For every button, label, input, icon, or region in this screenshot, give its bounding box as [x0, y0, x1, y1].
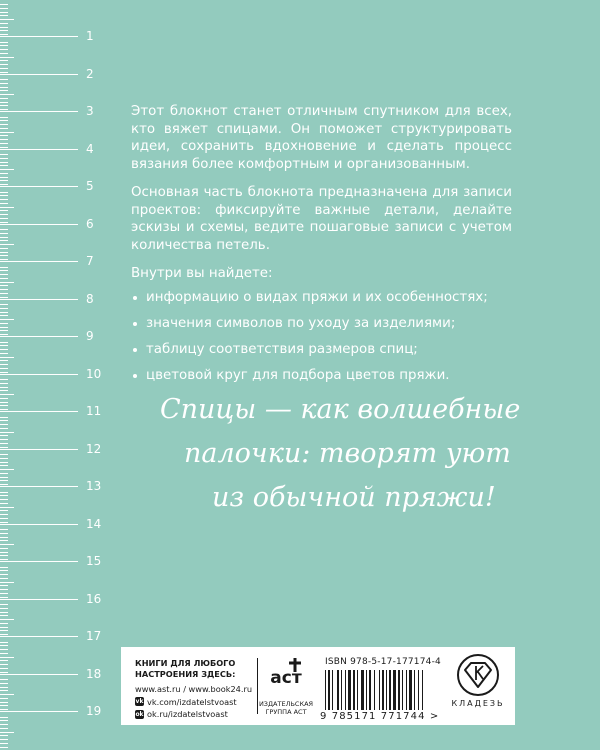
ruler-minor-tick [0, 593, 8, 594]
ruler-minor-tick [0, 177, 8, 178]
ruler-minor-tick [0, 229, 8, 230]
ruler-minor-tick [0, 383, 8, 384]
ruler-major-tick [0, 224, 78, 225]
ruler-minor-tick [0, 94, 14, 95]
ruler-minor-tick [0, 199, 8, 200]
barcode-bar [409, 670, 412, 710]
ruler-minor-tick [0, 218, 8, 219]
ruler-minor-tick [0, 567, 8, 568]
ruler-major-tick [0, 561, 78, 562]
ruler-minor-tick [0, 492, 8, 493]
ruler-minor-tick [0, 664, 8, 665]
inside-heading: Внутри вы найдете: [131, 266, 273, 281]
ast-logo [257, 656, 315, 716]
barcode-bar [418, 670, 419, 710]
ruler-minor-tick [0, 60, 8, 61]
ruler-minor-tick [0, 34, 8, 35]
ruler-minor-tick [0, 428, 8, 429]
ruler-number: 12 [86, 441, 102, 456]
ruler-major-tick [0, 299, 78, 300]
ruler-minor-tick [0, 604, 8, 605]
ruler-minor-tick [0, 717, 8, 718]
ruler-minor-tick [0, 578, 8, 579]
ruler-minor-tick [0, 98, 8, 99]
ruler-minor-tick [0, 349, 8, 350]
ruler-minor-tick [0, 612, 8, 613]
ruler-number: 1 [86, 29, 94, 43]
ruler-minor-tick [0, 514, 8, 515]
ruler-major-tick [0, 374, 78, 375]
ruler-minor-tick [0, 117, 8, 118]
ruler-number: 19 [86, 704, 102, 718]
ruler-minor-tick [0, 53, 8, 54]
ruler-minor-tick [0, 8, 8, 9]
ruler-minor-tick [0, 27, 8, 28]
barcode-bar [345, 670, 346, 710]
barcode-bar [328, 670, 330, 710]
list-item [131, 367, 512, 385]
intro-paragraph: Этот блокнот станет отличным спутником для всех, кто вяжет спицами. Он поможет структурировать идеи, сохранить вдохновение и сделать процесс вязания более комфортным и организованным. [131, 104, 512, 172]
ruler-major-tick [0, 524, 78, 525]
ruler-minor-tick [0, 507, 14, 508]
publisher-footer [121, 647, 515, 725]
ruler-minor-tick [0, 668, 8, 669]
ruler-major-tick [0, 411, 78, 412]
ruler-minor-tick [0, 499, 8, 500]
ruler-minor-tick [0, 42, 8, 43]
ruler-minor-tick [0, 124, 8, 125]
ruler-minor-tick [0, 135, 8, 136]
ruler-minor-tick [0, 222, 8, 223]
ruler-minor-tick [0, 458, 8, 459]
barcode-bar [422, 670, 423, 710]
barcode-bar [361, 670, 364, 710]
ruler-minor-tick [0, 180, 8, 181]
ruler-minor-tick [0, 252, 8, 253]
barcode-bar [393, 670, 396, 710]
ruler-number: 18 [86, 666, 102, 681]
ruler-minor-tick [0, 64, 8, 65]
ruler-minor-tick [0, 739, 8, 740]
ruler-number: 5 [86, 179, 94, 193]
ast-cross-icon [287, 658, 303, 672]
ruler-minor-tick [0, 353, 8, 354]
ruler-minor-tick [0, 68, 8, 69]
ruler-minor-tick [0, 360, 8, 361]
ruler-minor-tick [0, 139, 8, 140]
ruler-minor-tick [0, 23, 8, 24]
ruler-minor-tick [0, 132, 14, 133]
ruler-minor-tick [0, 548, 8, 549]
list-item-text: значения символов по уходу за изделиями; [146, 315, 456, 331]
purpose-paragraph: Основная часть блокнота предназначена для записи проектов: фиксируйте важные детали, делайте эскизы и схемы, ведите пошаговые записи с учетом количества петель. [131, 185, 512, 253]
ruler-minor-tick [0, 405, 8, 406]
ruler-minor-tick [0, 207, 14, 208]
ruler-minor-tick [0, 672, 8, 673]
ruler-minor-tick [0, 555, 8, 556]
ruler-minor-tick [0, 615, 8, 616]
ruler [0, 0, 100, 750]
ruler-minor-tick [0, 544, 14, 545]
ruler-minor-tick [0, 653, 8, 654]
ruler-minor-tick [0, 480, 8, 481]
ruler-minor-tick [0, 334, 8, 335]
ruler-minor-tick [0, 304, 8, 305]
ruler-minor-tick [0, 402, 8, 403]
ruler-minor-tick [0, 720, 8, 721]
ruler-minor-tick [0, 709, 8, 710]
ruler-minor-tick [0, 462, 8, 463]
ruler-minor-tick [0, 465, 8, 466]
ruler-major-tick [0, 449, 78, 450]
ruler-minor-tick [0, 634, 8, 635]
ruler-minor-tick [0, 102, 8, 103]
ruler-minor-tick [0, 608, 8, 609]
barcode-bar [353, 670, 355, 710]
ruler-minor-tick [0, 255, 8, 256]
ruler-minor-tick [0, 623, 8, 624]
ruler-minor-tick [0, 732, 14, 733]
ruler-minor-tick [0, 420, 8, 421]
isbn-label: ISBN 978-5-17-177174-4 [325, 657, 441, 667]
ruler-minor-tick [0, 439, 8, 440]
ruler-minor-tick [0, 248, 8, 249]
ruler-minor-tick [0, 289, 8, 290]
ruler-major-tick [0, 261, 78, 262]
vk-link-text: vk.com/izdatelstvoast [147, 696, 237, 707]
ruler-number: 10 [86, 366, 102, 381]
ruler-minor-tick [0, 559, 8, 560]
ruler-minor-tick [0, 473, 8, 474]
ruler-minor-tick [0, 469, 14, 470]
ruler-minor-tick [0, 259, 8, 260]
ruler-minor-tick [0, 477, 8, 478]
ruler-minor-tick [0, 574, 8, 575]
ruler-minor-tick [0, 390, 8, 391]
barcode-bar [386, 670, 387, 710]
ruler-minor-tick [0, 642, 8, 643]
ruler-minor-tick [0, 694, 14, 695]
ruler-minor-tick [0, 484, 8, 485]
ruler-minor-tick [0, 454, 8, 455]
ruler-minor-tick [0, 342, 8, 343]
ruler-major-tick [0, 149, 78, 150]
ruler-number: 13 [86, 479, 102, 493]
ruler-minor-tick [0, 274, 8, 275]
ruler-number: 3 [86, 104, 94, 118]
ruler-major-tick [0, 74, 78, 75]
ast-caption: ИЗДАТЕЛЬСКАЯ [258, 700, 314, 708]
ruler-minor-tick [0, 12, 8, 13]
ruler-minor-tick [0, 169, 14, 170]
ruler-minor-tick [0, 705, 8, 706]
books-info [135, 658, 252, 720]
ruler-minor-tick [0, 368, 8, 369]
ruler-number: 2 [86, 66, 94, 81]
ruler-minor-tick [0, 443, 8, 444]
ruler-minor-tick [0, 173, 8, 174]
ruler-minor-tick [0, 649, 8, 650]
ruler-minor-tick [0, 158, 8, 159]
barcode-bar [341, 670, 342, 710]
ruler-minor-tick [0, 323, 8, 324]
ruler-minor-tick [0, 510, 8, 511]
ast-caption: ГРУППА АСТ [265, 708, 307, 716]
ruler-minor-tick [0, 724, 8, 725]
ruler-minor-tick [0, 315, 8, 316]
ruler-minor-tick [0, 537, 8, 538]
ruler-minor-tick [0, 698, 8, 699]
ruler-minor-tick [0, 735, 8, 736]
ruler-minor-tick [0, 282, 14, 283]
publisher-name: КЛАДЕЗЬ [451, 699, 505, 708]
ruler-minor-tick [0, 15, 8, 16]
ruler-number: 14 [86, 516, 102, 531]
ruler-minor-tick [0, 83, 8, 84]
kladez-logo [441, 652, 515, 708]
ruler-minor-tick [0, 162, 8, 163]
barcode-bar [366, 670, 367, 710]
ruler-number: 9 [86, 329, 94, 343]
list-item-text: информацию о видах пряжи и их особенностях; [146, 289, 488, 305]
ruler-minor-tick [0, 619, 14, 620]
vk-icon: vk [135, 698, 144, 706]
ruler-minor-tick [0, 90, 8, 91]
ruler-minor-tick [0, 293, 8, 294]
ruler-major-tick [0, 36, 78, 37]
ruler-minor-tick [0, 582, 14, 583]
ruler-major-tick [0, 111, 78, 112]
ruler-minor-tick [0, 589, 8, 590]
ruler-minor-tick [0, 267, 8, 268]
list-item [131, 315, 512, 333]
ruler-number: 8 [86, 291, 94, 306]
books-header: НАСТРОЕНИЯ ЗДЕСЬ: [135, 668, 236, 679]
description-block [131, 103, 512, 393]
list-item-text: таблицу соответствия размеров спиц; [146, 341, 418, 357]
ruler-minor-tick [0, 195, 8, 196]
ruler-minor-tick [0, 57, 14, 58]
ruler-major-tick [0, 599, 78, 600]
ruler-minor-tick [0, 327, 8, 328]
ruler-minor-tick [0, 165, 8, 166]
ast-mark: аст [270, 668, 302, 688]
ruler-minor-tick [0, 143, 8, 144]
ruler-minor-tick [0, 552, 8, 553]
ruler-minor-tick [0, 435, 8, 436]
ruler-minor-tick [0, 657, 14, 658]
list-item-text: цветовой круг для подбора цветов пряжи. [146, 367, 450, 383]
website-links[interactable]: www.ast.ru / www.book24.ru [135, 684, 253, 694]
barcode-bar [357, 670, 358, 710]
ruler-minor-tick [0, 19, 14, 20]
ruler-minor-tick [0, 372, 8, 373]
barcode-bar [389, 670, 391, 710]
ruler-minor-tick [0, 645, 8, 646]
barcode-bar [382, 670, 384, 710]
barcode-bar [332, 670, 333, 710]
barcode-digits: 9 785171 771744 > [320, 711, 440, 722]
ruler-minor-tick [0, 447, 8, 448]
ruler-number: 6 [86, 216, 94, 231]
ruler-minor-tick [0, 184, 8, 185]
list-item [131, 289, 512, 307]
contents-list [131, 289, 512, 385]
barcode-bar [406, 670, 407, 710]
ruler-minor-tick [0, 585, 8, 586]
ruler-minor-tick [0, 518, 8, 519]
ruler-minor-tick [0, 398, 8, 399]
ruler-minor-tick [0, 72, 8, 73]
ruler-minor-tick [0, 495, 8, 496]
ruler-minor-tick [0, 330, 8, 331]
ruler-minor-tick [0, 308, 8, 309]
ruler-minor-tick [0, 105, 8, 106]
list-item [131, 341, 512, 359]
ruler-minor-tick [0, 660, 8, 661]
ruler-minor-tick [0, 45, 8, 46]
ruler-minor-tick [0, 233, 8, 234]
ruler-number: 4 [86, 141, 94, 156]
barcode-bar [348, 670, 351, 710]
barcode-bar [402, 670, 403, 710]
ruler-minor-tick [0, 743, 8, 744]
ruler-minor-tick [0, 597, 8, 598]
ruler-minor-tick [0, 109, 8, 110]
ruler-minor-tick [0, 627, 8, 628]
ruler-minor-tick [0, 154, 8, 155]
ruler-minor-tick [0, 379, 8, 380]
ruler-minor-tick [0, 30, 8, 31]
ruler-minor-tick [0, 683, 8, 684]
ok-icon: ok [135, 710, 144, 718]
barcode-bar [414, 670, 415, 710]
ruler-minor-tick [0, 690, 8, 691]
handwritten-quote [160, 388, 521, 520]
ruler-minor-tick [0, 49, 8, 50]
ruler-minor-tick [0, 364, 8, 365]
ruler-minor-tick [0, 387, 8, 388]
ruler-minor-tick [0, 540, 8, 541]
ruler-minor-tick [0, 533, 8, 534]
ruler-minor-tick [0, 529, 8, 530]
ruler-minor-tick [0, 424, 8, 425]
ruler-minor-tick [0, 357, 14, 358]
ruler-number: 17 [86, 629, 102, 643]
ruler-minor-tick [0, 214, 8, 215]
ruler-major-tick [0, 674, 78, 675]
ruler-minor-tick [0, 237, 8, 238]
ruler-minor-tick [0, 432, 14, 433]
ruler-minor-tick [0, 120, 8, 121]
ruler-minor-tick [0, 417, 8, 418]
quote-line: из обычной пряжи! [212, 482, 496, 513]
ruler-minor-tick [0, 702, 8, 703]
ruler-minor-tick [0, 728, 8, 729]
ruler-minor-tick [0, 679, 8, 680]
ruler-minor-tick [0, 345, 8, 346]
ruler-minor-tick [0, 270, 8, 271]
ruler-major-tick [0, 486, 78, 487]
ruler-major-tick [0, 186, 78, 187]
ruler-number: 16 [86, 591, 102, 606]
ruler-minor-tick [0, 630, 8, 631]
ruler-minor-tick [0, 687, 8, 688]
vk-link[interactable] [135, 697, 252, 708]
ruler-number: 7 [86, 254, 94, 268]
barcode-bar [374, 670, 375, 710]
books-header: КНИГИ ДЛЯ ЛЮБОГО [135, 658, 236, 668]
ruler-minor-tick [0, 79, 8, 80]
ruler-minor-tick [0, 285, 8, 286]
ruler-minor-tick [0, 4, 8, 5]
ruler-minor-tick [0, 297, 8, 298]
bullet-icon [133, 322, 137, 326]
ruler-minor-tick [0, 87, 8, 88]
ruler-major-tick [0, 711, 78, 712]
ruler-minor-tick [0, 747, 8, 748]
ruler-minor-tick [0, 570, 8, 571]
ruler-minor-tick [0, 128, 8, 129]
ruler-minor-tick [0, 147, 8, 148]
quote-line: Спицы — как волшебные [160, 394, 521, 425]
barcode-bar [398, 670, 400, 710]
ruler-minor-tick [0, 409, 8, 410]
ruler-minor-tick [0, 503, 8, 504]
ruler-number: 11 [86, 404, 102, 418]
barcode-bar [379, 670, 380, 710]
ruler-minor-tick [0, 278, 8, 279]
barcode-bar [325, 670, 326, 710]
ruler-minor-tick [0, 312, 8, 313]
barcode [325, 670, 449, 710]
ruler-major-tick [0, 636, 78, 637]
ruler-minor-tick [0, 203, 8, 204]
barcode-bar [337, 670, 339, 710]
ok-link-text: ok.ru/izdatelstvoast [147, 709, 228, 719]
ok-link[interactable] [135, 709, 252, 720]
ruler-minor-tick [0, 192, 8, 193]
diamond-icon [455, 652, 501, 698]
ruler-major-tick [0, 336, 78, 337]
bullet-icon [133, 374, 137, 378]
barcode-bar [369, 670, 371, 710]
ruler-minor-tick [0, 210, 8, 211]
ruler-minor-tick [0, 319, 14, 320]
bullet-icon [133, 296, 137, 300]
quote-line: палочки: творят уют [184, 438, 511, 469]
ruler-number: 15 [86, 554, 102, 568]
ruler-minor-tick [0, 522, 8, 523]
bullet-icon [133, 348, 137, 352]
ruler-minor-tick [0, 240, 8, 241]
ruler-minor-tick [0, 394, 14, 395]
ruler-minor-tick [0, 244, 14, 245]
